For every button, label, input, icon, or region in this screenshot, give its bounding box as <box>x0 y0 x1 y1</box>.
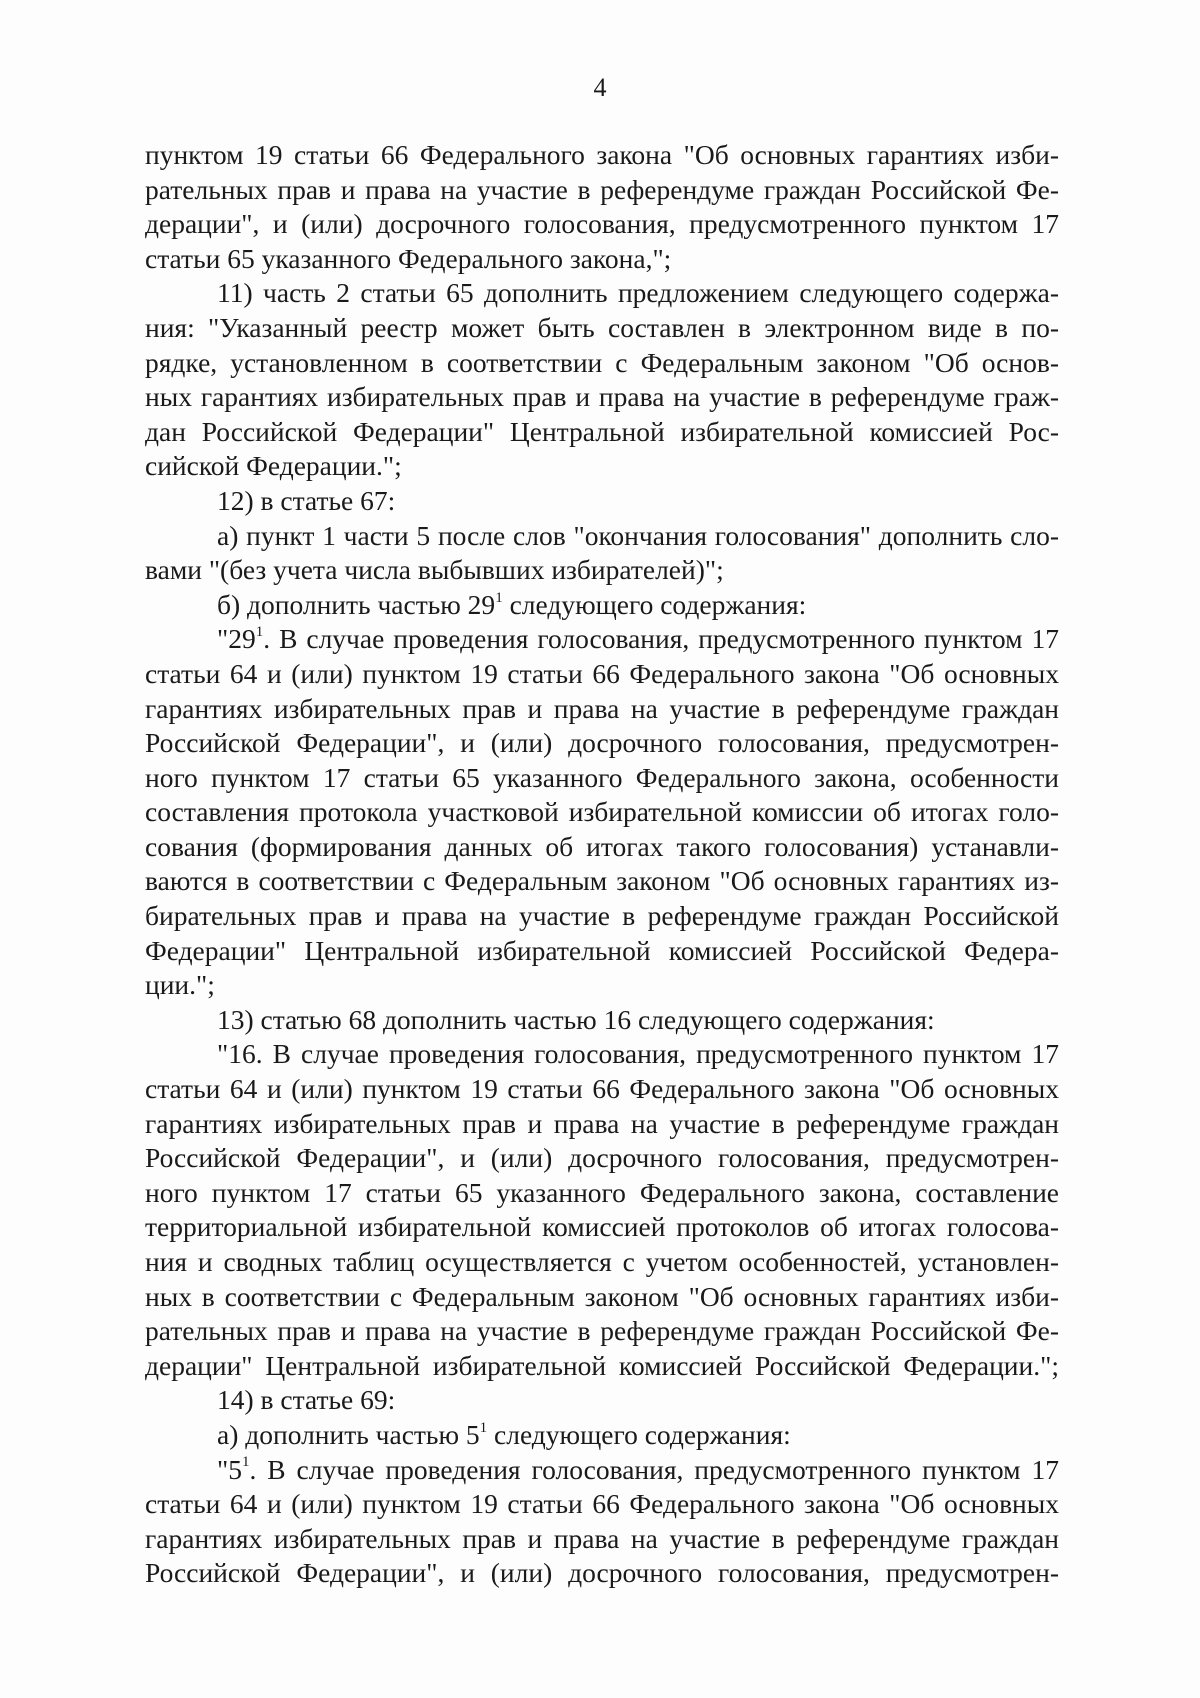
text-line <box>145 380 1059 415</box>
text-line <box>145 692 1059 727</box>
text-line <box>145 1453 1059 1488</box>
line-text: рательных прав и права на участие в референдуме граждан Российской Фе- <box>145 1315 1059 1347</box>
line-text: сийской Федерации."; <box>145 450 402 482</box>
text-line <box>145 1176 1059 1211</box>
line-text: 12) в статье 67: <box>217 484 396 516</box>
text-line <box>145 1418 1059 1453</box>
line-text: ваются в соответствии с Федеральным законом "Об основных гарантиях из- <box>145 865 1059 897</box>
text-line <box>145 1522 1059 1557</box>
line-text: Российской Федерации", и (или) досрочного голосования, предусмотрен- <box>145 1142 1059 1174</box>
line-text: рательных прав и права на участие в референдуме граждан Российской Фе- <box>145 173 1059 205</box>
line-text: дерации" Центральной избирательной комиссией Российской Федерации."; <box>145 1349 1059 1381</box>
superscript: 1 <box>255 624 264 641</box>
text-line <box>145 138 1059 173</box>
line-text-tail: . В случае проведения голосования, предусмотренного пунктом 17 <box>249 1453 1059 1485</box>
superscript: 1 <box>479 1419 488 1436</box>
text-line <box>145 588 1059 623</box>
line-text: Российской Федерации", и (или) досрочного голосования, предусмотрен- <box>145 1557 1059 1589</box>
line-text: статьи 64 и (или) пунктом 19 статьи 66 Федерального закона "Об основных <box>145 657 1059 689</box>
line-text: ного пунктом 17 статьи 65 указанного Федерального закона, составление <box>145 1176 1059 1208</box>
line-text: ции."; <box>145 969 215 1001</box>
text-line <box>145 968 1059 1003</box>
line-text: сования (формирования данных об итогах такого голосования) устанавли- <box>145 830 1059 862</box>
text-line <box>145 830 1059 865</box>
text-line <box>145 1141 1059 1176</box>
text-line <box>145 1383 1059 1418</box>
line-text: б) дополнить частью 29 <box>217 588 496 620</box>
line-text-tail: следующего содержания: <box>487 1418 791 1450</box>
line-text: "29 <box>217 623 256 655</box>
text-line <box>145 1037 1059 1072</box>
line-text: статьи 64 и (или) пунктом 19 статьи 66 Федерального закона "Об основных <box>145 1488 1059 1520</box>
text-line <box>145 519 1059 554</box>
line-text: 13) статью 68 дополнить частью 16 следующего содержания: <box>217 1003 935 1035</box>
text-line <box>145 173 1059 208</box>
text-line <box>145 761 1059 796</box>
superscript: 1 <box>495 589 503 606</box>
text-line <box>145 311 1059 346</box>
text-line <box>145 415 1059 450</box>
document-body <box>145 138 1059 1591</box>
line-text: Российской Федерации", и (или) досрочного голосования, предусмотрен- <box>145 727 1059 759</box>
text-line <box>145 1487 1059 1522</box>
line-text: 11) часть 2 статьи 65 дополнить предложением следующего содержа- <box>217 277 1059 309</box>
line-text: бирательных прав и права на участие в референдуме граждан Российской <box>145 900 1059 932</box>
line-text: ния и сводных таблиц осуществляется с учетом особенностей, установлен- <box>145 1246 1059 1277</box>
text-line <box>145 207 1059 242</box>
text-line <box>145 1210 1059 1245</box>
text-line <box>145 242 1059 277</box>
line-text: ных гарантиях избирательных прав и права на участие в референдуме граж- <box>145 381 1059 413</box>
text-line <box>145 795 1059 830</box>
text-line <box>145 1072 1059 1107</box>
text-line <box>145 1280 1059 1315</box>
text-line <box>145 1314 1059 1349</box>
line-text: ного пунктом 17 статьи 65 указанного Федерального закона, особенности <box>145 761 1059 793</box>
line-text-tail: . В случае проведения голосования, предусмотренного пунктом 17 <box>263 623 1059 655</box>
text-line <box>145 657 1059 692</box>
line-text: а) пункт 1 части 5 после слов "окончания голосования" дополнить сло- <box>217 519 1059 551</box>
text-line <box>145 1349 1059 1384</box>
line-text: гарантиях избирательных прав и права на участие в референдуме граждан <box>145 1107 1059 1139</box>
line-text: статьи 64 и (или) пунктом 19 статьи 66 Федерального закона "Об основных <box>145 1073 1059 1105</box>
text-line <box>145 1107 1059 1142</box>
line-text: "5 <box>217 1453 242 1485</box>
superscript: 1 <box>241 1454 250 1471</box>
line-text: рядке, установленном в соответствии с Федеральным законом "Об основ- <box>145 346 1059 378</box>
text-line <box>145 484 1059 519</box>
line-text: вами "(без учета числа выбывших избирателей)"; <box>145 554 724 586</box>
text-line <box>145 276 1059 311</box>
text-line <box>145 934 1059 969</box>
line-text: пунктом 19 статьи 66 Федерального закона "Об основных гарантиях изби- <box>145 139 1059 170</box>
text-line <box>145 553 1059 588</box>
line-text: дерации", и (или) досрочного голосования, предусмотренного пунктом 17 <box>145 208 1059 240</box>
text-line <box>145 449 1059 484</box>
text-line <box>145 864 1059 899</box>
text-line <box>145 899 1059 934</box>
line-text: "16. В случае проведения голосования, предусмотренного пунктом 17 <box>217 1038 1059 1070</box>
text-line <box>145 726 1059 761</box>
text-line <box>145 1556 1059 1591</box>
line-text: 14) в статье 69: <box>217 1384 396 1416</box>
line-text: гарантиях избирательных прав и права на участие в референдуме граждан <box>145 692 1059 724</box>
line-text: Федерации" Центральной избирательной комиссией Российской Федера- <box>145 934 1059 966</box>
page-number: 4 <box>593 73 607 102</box>
text-line <box>145 1245 1059 1280</box>
line-text: статьи 65 указанного Федерального закона,"; <box>145 242 672 274</box>
line-text: ных в соответствии с Федеральным законом "Об основных гарантиях изби- <box>145 1280 1059 1312</box>
line-text: составления протокола участковой избирательной комиссии об итогах голо- <box>145 796 1059 828</box>
line-text-tail: следующего содержания: <box>502 588 807 620</box>
line-text: гарантиях избирательных прав и права на участие в референдуме граждан <box>145 1522 1059 1554</box>
line-text: территориальной избирательной комиссией протоколов об итогах голосова- <box>145 1211 1059 1243</box>
text-line <box>145 1003 1059 1038</box>
line-text: а) дополнить частью 5 <box>217 1418 480 1450</box>
line-text: ния: "Указанный реестр может быть составлен в электронном виде в по- <box>145 311 1059 343</box>
text-line <box>145 622 1059 657</box>
line-text: дан Российской Федерации" Центральной избирательной комиссией Рос- <box>145 415 1059 447</box>
text-line <box>145 346 1059 381</box>
